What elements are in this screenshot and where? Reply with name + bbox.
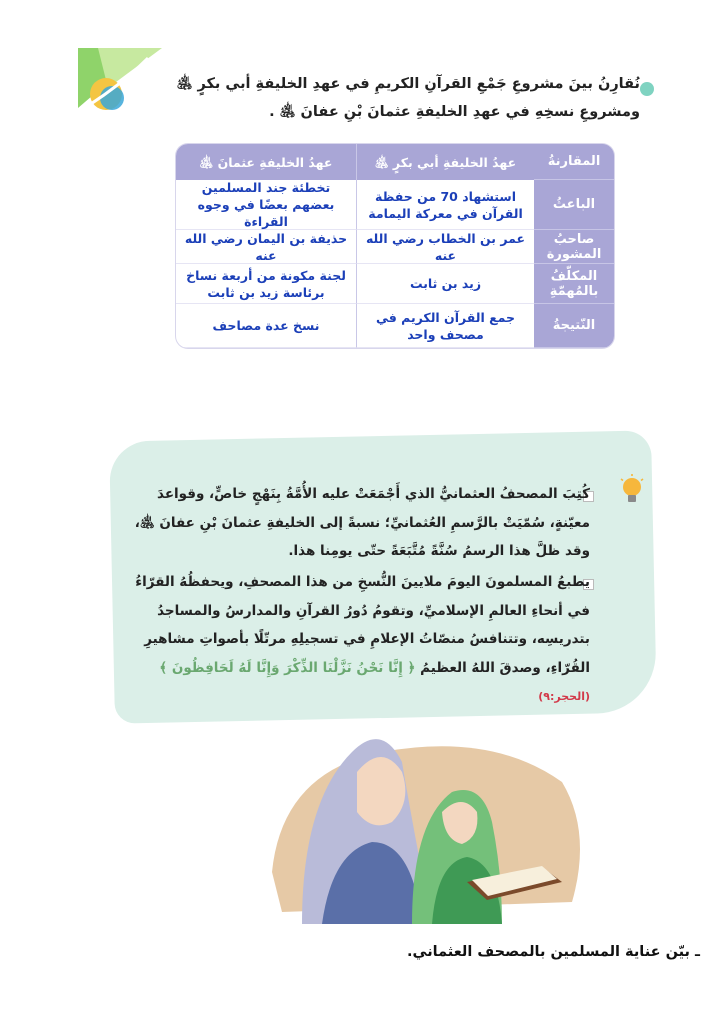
table-header-row [176, 144, 614, 180]
table-row [176, 180, 614, 230]
cell-abu-bakr: جمع القرآن الكريم في مصحف واحد [356, 304, 534, 348]
row-label: الباعثُ [534, 180, 614, 230]
table-row [176, 264, 614, 304]
intro-text: نُقارِنُ بينَ مشروعِ جَمْعِ القرآنِ الكريمِ في عهدِ الخليفةِ أبي بكرٍ ﵁ ومشروعِ نسخِهِ في عهدِ الخليفةِ عثمانَ بْنِ عفانَ ﵁ . [176, 76, 640, 120]
intro-bullet-icon [640, 82, 654, 96]
question-text: ـ بيّن عناية المسلمين بالمصحف العثماني. [407, 944, 700, 960]
table-row [176, 304, 614, 348]
header-uthman: عهدُ الخليفةِ عثمانَ ﵁ [199, 154, 333, 170]
cell-abu-bakr: عمر بن الخطاب رضي الله عنه [356, 230, 534, 264]
row-label: النّتيجةُ [534, 304, 614, 348]
header-abu-bakr: عهدُ الخليفةِ أبي بكرٍ ﵁ [356, 144, 534, 180]
cell-abu-bakr: زيد بن ثابت [356, 264, 534, 304]
table-row [176, 230, 614, 264]
row-label: المكلّفُ بالمُهمّةِ [534, 264, 614, 304]
paragraph-2-text: يطبعُ المسلمونَ اليومَ ملايينَ النُّسخِ من هذا المصحفِ، ويحفظُهُ القرّاءُ في أنحاءِ العالمِ الإسلاميِّ، وتقومُ دُورُ القرآنِ والمدارسُ والمساجدُ بتدريسِه، وتتنافسُ منصّاتُ الإعلامِ في تسجيلِهِ مرتّلًا بأصواتِ مشاهيرِ القُرّاءِ، وصدقَ اللهُ العظيمُ [135, 574, 590, 676]
info-paragraph-2 [130, 568, 590, 712]
cell-uthman: تخطئة جند المسلمين بعضهم بعضًا في وجوه القراءة [176, 180, 356, 230]
reading-illustration [262, 712, 592, 924]
header-comparison: المقارنةُ [534, 144, 614, 180]
cell-uthman: لجنة مكونة من أربعة نساخ برئاسة زيد بن ثابت [176, 264, 356, 304]
verse-reference: (الحجر:٩) [538, 690, 590, 703]
lightbulb-icon [619, 474, 645, 508]
cell-uthman: حذيفة بن اليمان رضي الله عنه [176, 230, 356, 264]
cell-abu-bakr: استشهاد 70 من حفظة القرآن في معركة اليمامة [356, 180, 534, 230]
cell-uthman: نسخ عدة مصاحف [176, 304, 356, 348]
row-label: صاحبُ المشورة [534, 230, 614, 264]
info-paragraph-1: كُتِبَ المصحفُ العثمانيُّ الذي أَجْمَعَتْ عليه الأُمَّةُ بِنَهْجٍ خاصٍّ، وقواعدَ معيّنةٍ، سُمّيَتْ بالرَّسمِ العُثمانيِّ؛ نسبةً إلى الخليفةِ عثمانَ بْنِ عفانَ ﵁، وقد ظلَّ هذا الرسمُ سُنَّةً مُتَّبَعَةً حتّى يومِنا هذا. [134, 486, 590, 559]
comparison-table [176, 144, 614, 348]
quran-verse: ﴿ إِنَّا نَحْنُ نَزَّلْنَا الذِّكْرَ وَإِنَّا لَهُ لَحَافِظُونَ ﴾ [159, 659, 416, 676]
